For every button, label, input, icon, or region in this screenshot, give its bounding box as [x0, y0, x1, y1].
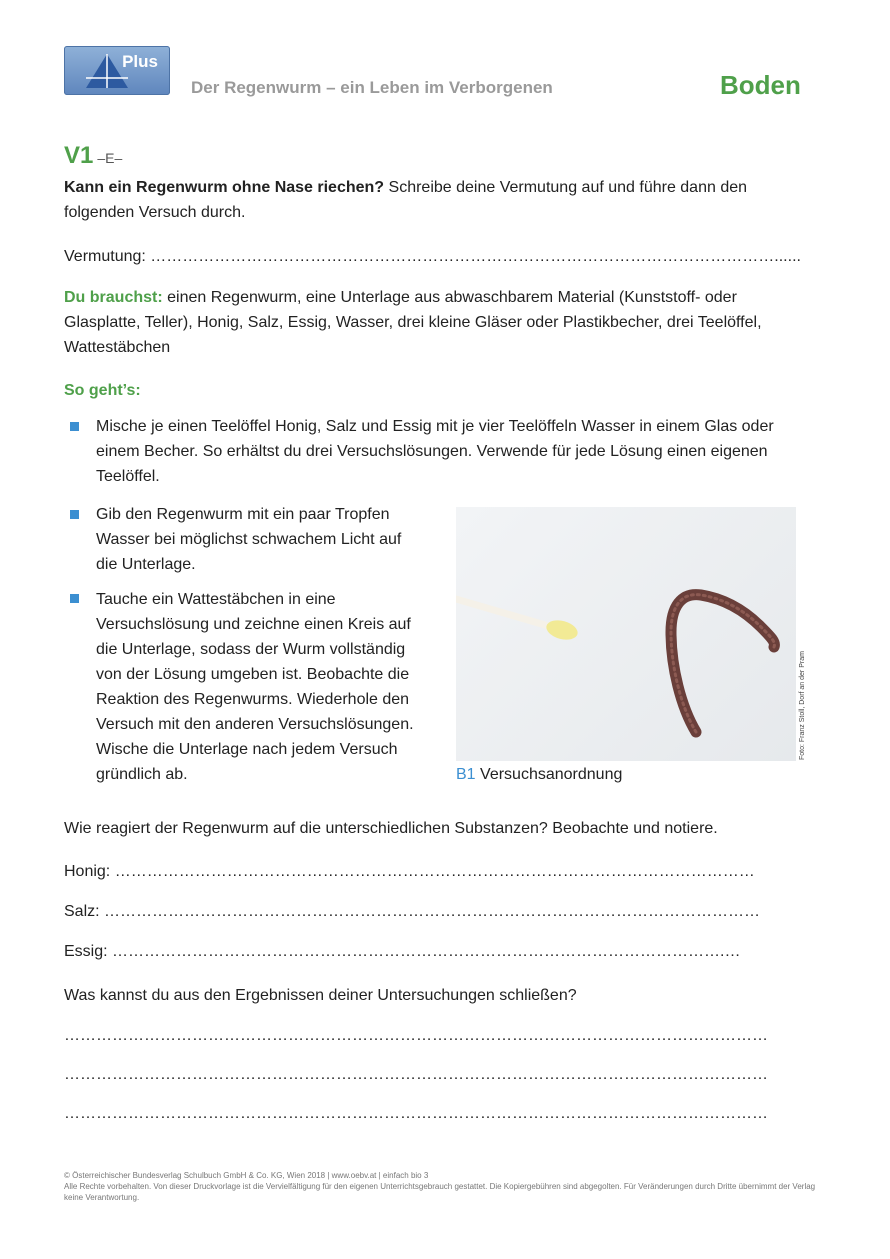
question-rest: Schreibe deine Vermutung auf und führe dann den folgenden Versuch durch. [64, 179, 748, 221]
exercise-tag: –E– [97, 150, 123, 166]
conclusion-question: Was kannst du aus den Ergebnissen deiner Untersuchungen schließen? [64, 987, 577, 1004]
figure-caption [456, 766, 622, 784]
publisher-logo [64, 46, 170, 95]
experiment-photo [456, 507, 796, 761]
hypothesis-dots: ………………………………………………………………………………………………………...... [150, 248, 801, 265]
step-2: Gib den Regenwurm mit ein paar Tropfen Wasser bei möglichst schwachem Licht auf die Unterlage. [96, 506, 402, 573]
step-1: Mische je einen Teelöffel Honig, Salz und Essig mit je vier Teelöffeln Wasser in einem Glas oder einem Becher. So erhältst du drei Versuchslösungen. Verwende für jede Lösung einen eigenen Teelöffel. [96, 418, 774, 485]
observation-essig[interactable] [64, 939, 814, 964]
step-bullet-1 [70, 422, 79, 431]
observation-label: Essig: [64, 943, 108, 960]
copyright-footer [64, 1170, 824, 1203]
materials-label: Du brauchst: [64, 289, 163, 306]
question-bold: Kann ein Regenwurm ohne Nase riechen? [64, 179, 385, 196]
procedure-label: So geht’s: [64, 382, 141, 399]
photo-credit: Foto: Franz Stoll, Dorf an der Pram [799, 651, 806, 760]
footer-line-2: Alle Rechte vorbehalten. Von dieser Druckvorlage ist die Vervielfältigung für den eigenen Unterrichtsgebrauch gestattet. Die Kopiergebühren sind abgegolten. Für Veränderungen durch Dritte übernimmt der Verlag keine Verantwortung. [64, 1182, 816, 1202]
logo-label: Plus [122, 52, 158, 71]
section-title: Boden [720, 70, 801, 100]
figure-caption-text: Versuchsanordnung [480, 766, 623, 783]
hypothesis-label: Vermutung: [64, 248, 146, 265]
figure-number: B1 [456, 766, 476, 783]
observation-label: Salz: [64, 903, 100, 920]
observation-dots: …………………………………………………………………………………………………….… [112, 943, 741, 960]
observation-label: Honig: [64, 863, 111, 880]
step-3: Tauche ein Wattestäbchen in eine Versuchslösung und zeichne einen Kreis auf die Unterlage, sodass der Wurm vollständig von der Lösung umgeben ist. Beobachte die Reaktion des Regenwurms. Wiederhole den Versuch mit den anderen Versuchslösungen. Wische die Unterlage nach jedem Versuch gründlich ab. [96, 591, 414, 783]
footer-line-1: © Österreichischer Bundesverlag Schulbuch GmbH & Co. KG, Wien 2018 | www.oebv.at | einfach bio 3 [64, 1171, 429, 1180]
observation-salz[interactable] [64, 899, 814, 924]
conclusion-line-1[interactable]: …………………………………………………………………………………………………………………… [64, 1027, 768, 1044]
page-subtitle: Der Regenwurm – ein Leben im Verborgenen [191, 78, 553, 97]
observe-question: Wie reagiert der Regenwurm auf die unterschiedlichen Substanzen? Beobachte und notiere. [64, 820, 718, 837]
observation-dots: …………………………………………………………………………………………………………… [104, 903, 761, 920]
materials-text: einen Regenwurm, eine Unterlage aus abwaschbarem Material (Kunststoff- oder Glasplatte, Teller), Honig, Salz, Essig, Wasser, drei kleine Gläser oder Plastikbecher, drei Teelöffel, Wattestäbchen [64, 289, 762, 356]
exercise-question [64, 175, 804, 225]
observation-dots: ………………………………………………………………………………………………………… [114, 863, 755, 880]
materials-paragraph [64, 285, 804, 360]
exercise-number [64, 142, 122, 170]
step-bullet-3 [70, 594, 79, 603]
conclusion-line-2[interactable]: …………………………………………………………………………………………………………………… [64, 1066, 768, 1083]
conclusion-line-3[interactable]: …………………………………………………………………………………………………………………… [64, 1105, 768, 1122]
exercise-id: V1 [64, 142, 94, 169]
step-bullet-2 [70, 510, 79, 519]
hypothesis-line[interactable] [64, 244, 814, 269]
worm-and-swab-illustration [456, 507, 796, 761]
observation-honig[interactable] [64, 859, 814, 884]
